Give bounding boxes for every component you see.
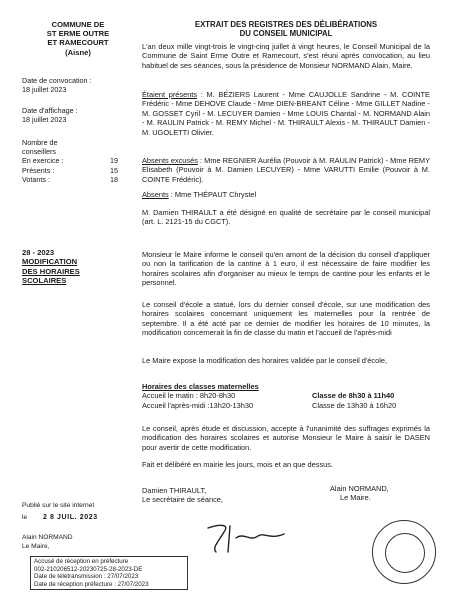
horaires-accueil: Accueil l'après-midi :13h20-13h30 (142, 400, 254, 410)
excuses-text: : Mme REGNIER Aurélia (Pouvoir à M. RAULIN Patrick) - Mme REMY Elisabeth (Pouvoir à M. Damien LECUYER) - Mme VARUTTI Emilie (Pouvoir à M. COINTE Frédéric). (142, 156, 431, 184)
horaires-title: Horaires des classes maternelles (142, 382, 259, 391)
horaires-classe: Classe de 8h30 à 11h40 (312, 391, 395, 401)
presents-text: : M. BÉZIERS Laurent - Mme CAUJOLLE Sandrine - M. COINTE Frédéric - Mme DEHOVE Claude - Mme DIEN-BREANT Céline - Mme GILLET Nadine - M. GOSSET Cyril - M. LECUYER Damien - Mme LOUIS Chantal - M. NORMAND Alain - M. RAULIN Patrick - M. REMY Michel - M. THIRAULT Alexis - M. THIRAULT Damien - M. UGOLETTI Olivier. (142, 90, 430, 137)
commune-line: (Aisne) (65, 47, 91, 57)
publication-block (22, 502, 142, 551)
paragraph-1: Monsieur le Maire informe le conseil qu'en amont de la décision du conseil d'appliquer ou non la tarification de la cantine à 1 euro, il est nécessaire de faire modifier les horaires scolaires afin d'organiser au mieux le temps de cantine pour les enfants et le personnel. (142, 250, 430, 288)
commune-line: COMMUNE DE (51, 20, 105, 29)
deliberation-title-line: SCOLAIRES (22, 276, 67, 286)
commune-header (22, 20, 134, 57)
seal-inner-ring (385, 533, 425, 573)
conseillers-label: conseillers (22, 147, 56, 157)
deliberation-number: 28 - 2023 (22, 248, 55, 257)
excuses-label: Absents excusés (142, 156, 198, 165)
secretary-paragraph: M. Damien THIRAULT a été désigné en qualité de secrétaire par le conseil municipal (art. L. 2121-15 du CGCT). (142, 208, 430, 227)
mayor-sign-title: Le Maire. (340, 493, 371, 503)
presents-paragraph (142, 90, 430, 137)
absents-text: : Mme THÉPAUT Chrystel (168, 190, 257, 199)
publie-mayor-name: Alain NORMAND (22, 534, 73, 542)
horaires-classe: Classe de 13h30 à 16h20 (312, 400, 397, 410)
paragraph-3: Le Maire expose la modification des horaires validée par le conseil d'école, (142, 356, 388, 365)
commune-line: ST ERME OUTRE (46, 29, 110, 39)
receipt-line: 002-210206512-20230725-28-2023-DE (34, 565, 143, 573)
receipt-line: Accusé de réception en préfecture (34, 558, 129, 565)
deliberation-heading (22, 248, 134, 286)
conseillers-block (22, 138, 118, 184)
commune-line: ET RAMECOURT (47, 38, 109, 48)
count-label: Présents : (22, 165, 55, 175)
receipt-line: Date de réception préfecture : 27/07/2023 (34, 580, 149, 588)
secretary-name: Damien THIRAULT, (142, 486, 207, 495)
excuses-paragraph (142, 156, 430, 184)
publie-le-label: le (22, 514, 28, 522)
publie-mayor-title: Le Maire, (22, 542, 50, 550)
signature-mayor (330, 484, 420, 503)
horaires-row (142, 401, 430, 410)
intro-paragraph: L'an deux mille vingt-trois le vingt-cinq juillet à vingt heures, le Conseil Municipal de la Commune de Saint Erme Outre et Ramecourt, s'est réuni après convocation, au lieu habituel de ses séances, sous la présidence de Monsieur NORMAND Alain, Maire. (142, 42, 430, 70)
count-value: 19 (110, 156, 118, 166)
count-label: Votants : (22, 174, 50, 184)
deliberation-title-line: MODIFICATION (22, 257, 78, 267)
convocation-date: 18 juillet 2023 (22, 85, 67, 95)
count-row (22, 175, 118, 184)
deliberation-title-line: DES HORAIRES (22, 266, 80, 276)
affichage-block (22, 106, 134, 124)
count-row (22, 156, 118, 165)
paragraph-2: Le conseil d'école a statué, lors du dernier conseil d'école, sur une modification des horaires scolaires concernant uniquement les maternelles pour la rentrée de septembre. Il a été acté par ce dernier de modifier les horaires de 10 minutes, la modification concernerait la fin de classe du matin et l'accueil de l'après-midi (142, 300, 430, 338)
receipt-box (30, 556, 188, 590)
affichage-date: 18 juillet 2023 (22, 115, 67, 125)
document-title (142, 20, 430, 39)
receipt-line: Date de télétransmission : 27/07/2023 (34, 573, 139, 581)
convocation-label: Date de convocation : (22, 76, 92, 85)
publie-label: Publié sur le site internet (22, 502, 95, 509)
official-seal-icon (372, 520, 436, 584)
affichage-label: Date d'affichage : (22, 106, 78, 115)
count-value: 18 (110, 174, 118, 184)
signature-secretary (142, 486, 272, 505)
count-value: 15 (110, 165, 118, 175)
title-line: DU CONSEIL MUNICIPAL (239, 29, 333, 39)
absents-paragraph (142, 190, 430, 199)
presents-label: Étaient présents (142, 90, 198, 99)
paragraph-4: Le conseil, après étude et discussion, accepte à l'unanimité des suffrages exprimés la modification des horaires scolaires et autorise Monsieur le Maire à saisir le DASEN pour avertir de cette modification. (142, 424, 430, 452)
secretary-title: Le secrétaire de séance, (142, 495, 223, 505)
publie-date-stamp: 2 8 JUIL. 2023 (42, 514, 98, 522)
horaires-accueil: Accueil le matin : 8h20-8h30 (142, 391, 236, 401)
convocation-block (22, 76, 134, 94)
handwritten-signature (200, 518, 290, 558)
count-row (22, 166, 118, 175)
closing-line: Fait et délibéré en mairie les jours, mois et an que dessus. (142, 460, 334, 469)
conseillers-label: Nombre de (22, 138, 58, 147)
mayor-sign-name: Alain NORMAND, (330, 484, 389, 493)
horaires-block (142, 382, 430, 410)
horaires-row (142, 391, 430, 400)
count-label: En exercice : (22, 156, 64, 166)
title-line: EXTRAIT DES REGISTRES DES DÉLIBÉRATIONS (194, 20, 378, 29)
absents-label: Absents (142, 190, 169, 199)
